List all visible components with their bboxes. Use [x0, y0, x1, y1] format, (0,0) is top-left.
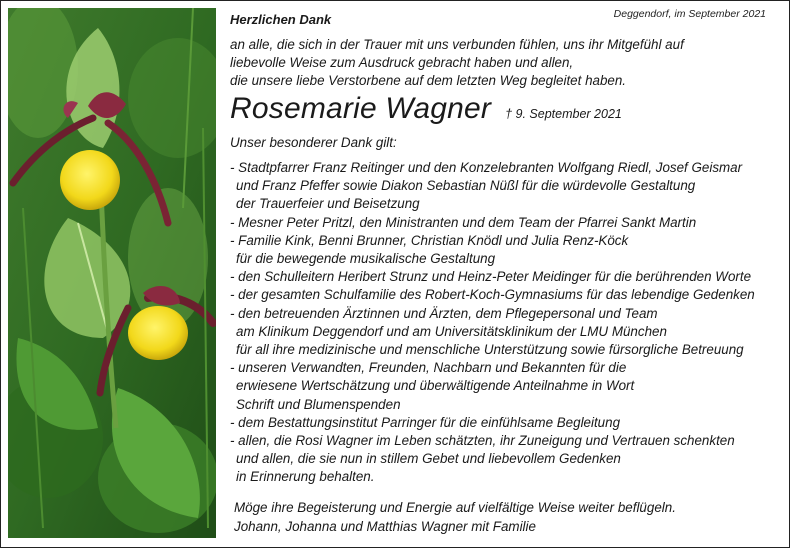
intro-line: die unsere liebe Verstorbene auf dem letzten Weg begleitet haben. [230, 73, 627, 88]
list-line: - allen, die Rosi Wagner im Leben schätzten, ihr Zuneigung und Vertrauen schenkten [230, 433, 735, 449]
list-line: - Familie Kink, Benni Brunner, Christian Knödl und Julia Renz-Köck [230, 232, 629, 248]
thanks-intro: Unser besonderer Dank gilt: [230, 135, 397, 150]
list-item [230, 414, 755, 432]
list-line: - der gesamten Schulfamilie des Robert-Koch-Gymnasiums für das lebendige Gedenken [230, 287, 755, 303]
list-line: erwiesene Wertschätzung und überwältigende Anteilnahme in Wort [236, 378, 635, 394]
intro-line: an alle, die sich in der Trauer mit uns verbunden fühlen, uns ihr Mitgefühl auf [230, 37, 684, 52]
list-line: am Klinikum Deggendorf und am Universitätsklinikum der LMU München [236, 323, 667, 339]
heading: Herzlichen Dank [230, 12, 332, 27]
list-line: und allen, die sie nun in stillem Gebet und liebevollem Gedenken [236, 451, 621, 467]
list-item [230, 214, 755, 232]
list-line: - Stadtpfarrer Franz Reitinger und den Konzelebranten Wolfgang Riedl, Josef Geismar [230, 160, 743, 175]
list-line: - Mesner Peter Pritzl, den Ministranten und dem Team der Pfarrei Sankt Martin [230, 214, 697, 230]
list-line: für die bewegende musikalische Gestaltung [236, 251, 496, 267]
list-line: - den betreuenden Ärztinnen und Ärzten, dem Pflegepersonal und Team [230, 305, 658, 321]
list-item [230, 432, 755, 487]
list-line: - dem Bestattungsinstitut Parringer für die einfühlsame Begleitung [230, 414, 621, 430]
notice-content [230, 0, 776, 548]
dateline: Deggendorf, im September 2021 [613, 8, 766, 20]
list-line: Schrift und Blumenspenden [236, 396, 401, 412]
list-line: - unseren Verwandten, Freunden, Nachbarn und Bekannten für die [230, 360, 627, 376]
deceased-name: Rosemarie Wagner [230, 92, 492, 125]
list-line: und Franz Pfeffer sowie Diakon Sebastian Nüßl für die würdevolle Gestaltung [236, 178, 696, 194]
list-item [230, 232, 755, 268]
list-line: für all ihre medizinische und menschliche Unterstützung sowie fürsorgliche Betreuung [236, 342, 744, 358]
closing-text [234, 499, 676, 536]
list-item [230, 286, 755, 304]
signature-line: Johann, Johanna und Matthias Wagner mit Familie [234, 518, 536, 534]
list-item [230, 268, 755, 286]
closing-line: Möge ihre Begeisterung und Energie auf vielfältige Weise weiter beflügeln. [234, 500, 676, 515]
list-line: der Trauerfeier und Beisetzung [236, 196, 420, 212]
intro-line: liebevolle Weise zum Ausdruck gebracht haben und allen, [230, 55, 574, 70]
orchid-photo [8, 8, 216, 538]
thanks-list [230, 159, 755, 487]
intro-text [230, 36, 684, 90]
death-date: † 9. September 2021 [505, 107, 622, 121]
list-item [230, 305, 755, 360]
deceased-name-row [230, 92, 622, 126]
list-line: - den Schulleitern Heribert Strunz und Heinz-Peter Meidinger für die berührenden Worte [230, 269, 752, 285]
list-item [230, 159, 755, 214]
list-item [230, 359, 755, 414]
list-line: in Erinnerung behalten. [236, 469, 375, 485]
